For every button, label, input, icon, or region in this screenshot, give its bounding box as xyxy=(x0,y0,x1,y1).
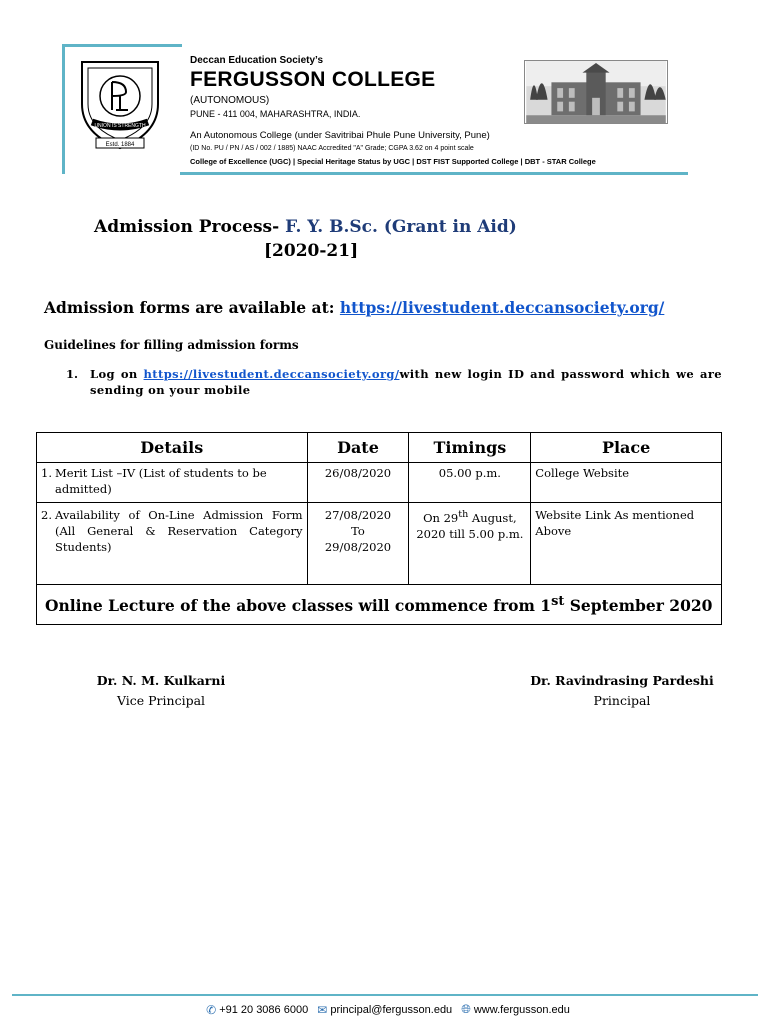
header-place: Place xyxy=(531,433,722,463)
admission-portal-link[interactable]: https://livestudent.deccansociety.org/ xyxy=(339,298,665,317)
signature-principal xyxy=(520,671,724,711)
row2-date-end: 29/08/2020 xyxy=(324,540,392,554)
row2-place: Website Link As mentioned Above xyxy=(531,503,722,585)
table-row xyxy=(37,503,722,585)
row1-date: 26/08/2020 xyxy=(307,463,409,503)
college-name: FERGUSSON COLLEGE xyxy=(190,68,436,91)
header-details: Details xyxy=(37,433,308,463)
page-title xyxy=(94,217,517,237)
row2-details xyxy=(37,503,308,585)
header-timings: Timings xyxy=(409,433,531,463)
globe-icon: 🌐︎ xyxy=(461,1002,471,1016)
guideline-number: 1. xyxy=(66,367,79,381)
guideline-pre: Log on xyxy=(90,367,144,381)
lecture-commencement-note xyxy=(37,585,722,625)
autonomous-label: (AUTONOMOUS) xyxy=(190,95,270,106)
guideline-portal-link[interactable]: https://livestudent.deccansociety.org/ xyxy=(143,367,400,381)
signatory-role: Principal xyxy=(593,693,651,708)
crest-motto: UNION IS STRENGTH xyxy=(94,123,146,129)
affiliation-line: An Autonomous College (under Savitribai Phule Pune University, Pune) xyxy=(190,130,490,141)
footer-email[interactable]: principal@fergusson.edu xyxy=(330,1003,453,1016)
signatory-name: Dr. N. M. Kulkarni xyxy=(96,673,226,688)
mail-icon: ✉ xyxy=(317,1002,328,1017)
row2-date-to: To xyxy=(351,524,365,538)
row2-number: 2. xyxy=(41,508,52,522)
availability-label: Admission forms are available at: xyxy=(44,298,340,317)
title-prefix: Admission Process- xyxy=(94,217,286,237)
footer-website[interactable]: www.fergusson.edu xyxy=(473,1003,570,1016)
footer-phone: +91 20 3086 6000 xyxy=(219,1003,309,1016)
row2-timing-line2: 2020 till 5.00 p.m. xyxy=(416,526,524,541)
college-building-photo xyxy=(524,60,668,124)
header-date: Date xyxy=(307,433,409,463)
footer-rule xyxy=(12,994,758,996)
note-pre: Online Lecture of the above classes will commence from 1 xyxy=(45,596,552,616)
row2-timing-sup: th xyxy=(458,509,469,520)
crest-established: Estd. 1884 xyxy=(105,142,135,148)
distinctions-line: College of Excellence (UGC) | Special Heritage Status by UGC | DST FIST Supported College | DBT - STAR College xyxy=(190,157,596,166)
row1-place: College Website xyxy=(531,463,722,503)
accreditation-line: (ID No. PU / PN / AS / 002 / 1885) NAAC Accredited "A" Grade; CGPA 3.62 on 4 point scale xyxy=(190,145,474,152)
society-name: Deccan Education Society’s xyxy=(190,55,324,66)
row2-date xyxy=(307,503,409,585)
header-rule-bottom xyxy=(180,172,688,175)
guideline-item xyxy=(66,366,722,398)
row1-details-text: Merit List –IV (List of students to be admitted) xyxy=(55,466,267,496)
row2-details-text: Availability of On-Line Admission Form (All General & Reservation Category Students) xyxy=(55,508,303,554)
footer-contacts xyxy=(0,1002,770,1017)
table-row xyxy=(37,463,722,503)
title-course: F. Y. B.Sc. (Grant in Aid) xyxy=(285,217,517,237)
college-address: PUNE - 411 004, MAHARASHTRA, INDIA. xyxy=(190,109,361,119)
note-sup: st xyxy=(551,594,565,610)
academic-year: [2020-21] xyxy=(264,241,359,261)
forms-availability xyxy=(44,298,664,317)
table-note-row xyxy=(37,585,722,625)
row2-timing-post: August, xyxy=(468,510,517,525)
row2-timing-pre: On 29 xyxy=(423,510,459,525)
row2-timing xyxy=(409,503,531,585)
row1-details xyxy=(37,463,308,503)
guidelines-heading: Guidelines for filling admission forms xyxy=(44,338,299,352)
note-post: September 2020 xyxy=(564,596,713,616)
signatory-role: Vice Principal xyxy=(116,693,206,708)
guideline-post: with new login ID and password which we are sending on your mobile xyxy=(90,367,722,397)
college-crest-logo xyxy=(74,52,166,152)
admission-schedule-table xyxy=(36,432,722,625)
table-header-row xyxy=(37,433,722,463)
signatory-name: Dr. Ravindrasing Pardeshi xyxy=(530,673,714,688)
signature-vice-principal xyxy=(96,671,226,711)
row1-number: 1. xyxy=(41,466,52,480)
phone-icon: ✆ xyxy=(206,1002,217,1017)
row2-date-start: 27/08/2020 xyxy=(324,508,392,522)
row1-timing: 05.00 p.m. xyxy=(409,463,531,503)
